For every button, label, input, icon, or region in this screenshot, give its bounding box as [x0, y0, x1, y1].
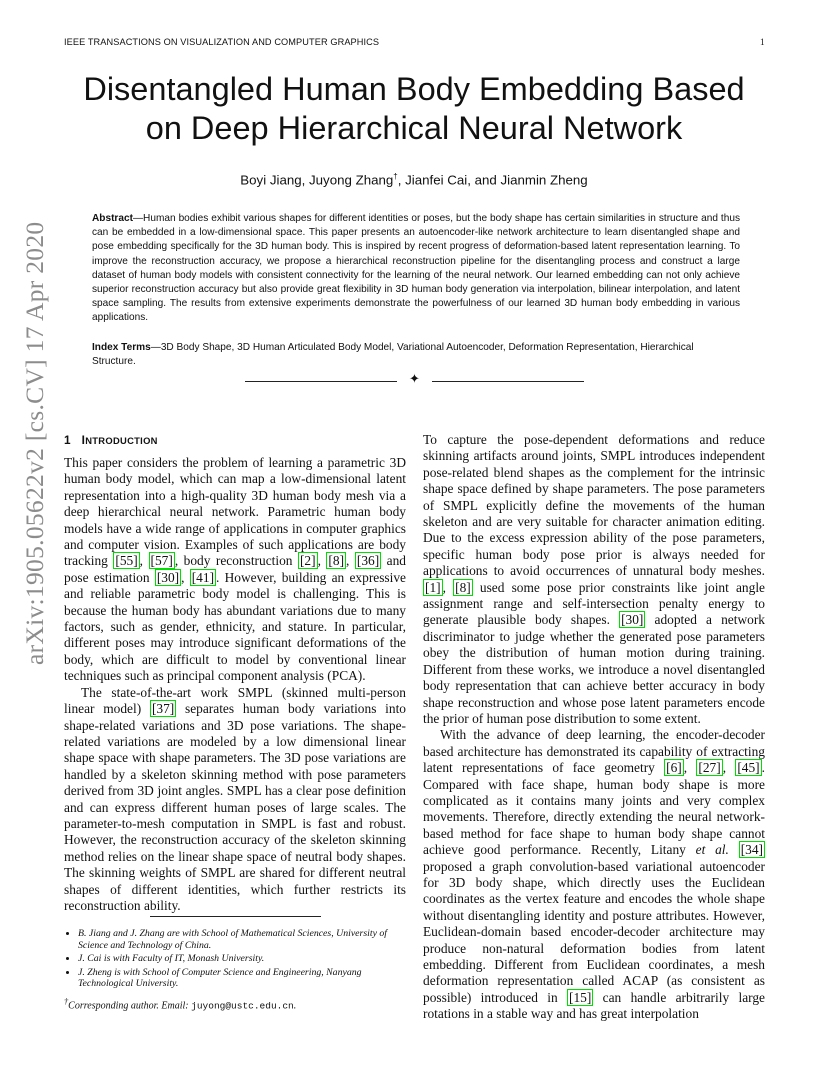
- citation-link[interactable]: [30]: [156, 569, 180, 585]
- body-text: With the advance of deep learning, the encoder-decoder based architecture has demonstrated its capability of extracting latent representations of face geometry: [423, 727, 765, 776]
- running-head: IEEE TRANSACTIONS ON VISUALIZATION AND COMPUTER GRAPHICS: [64, 37, 380, 47]
- separator-rule-left: [245, 381, 397, 382]
- abstract-text: —Human bodies exhibit various shapes for different identities or poses, but the body shape has certain similarities in structure and thus can be embedded in a low-dimensional space. This paper presents an autoencoder-like network architecture to learn disentangled shape and pose embedding specifically for the 3D human body. This is inspired by recent progress of deformation-based latent representation learning. To improve the reconstruction accuracy, we propose a hierarchical reconstruction pipeline for the disentangling process and construct a large dataset of human body models with consistent connectivity for the learning of the neural network. Our learned embedding can not only achieve superior reconstruction accuracy but also provide great flexibility in 3D human body generation via interpolation, bilinear interpolation, and latent space sampling. The results from extensive experiments demonstrate the powerfulness of our learned 3D human body embedding in various applications.: [92, 213, 740, 324]
- citation-link[interactable]: [34]: [740, 842, 763, 858]
- body-text: . Compared with face shape, human body shape is more complicated as it contains many joints and very complex movements. Therefore, directly extending the neural network-based method for face shape to human body shape cannot achieve good performance. Recently, Litany: [423, 760, 765, 858]
- citation-link[interactable]: [8]: [455, 579, 471, 595]
- body-text: adopted a network discriminator to judge whether the generated pose parameters obey the distribution of human motion during training. Different from these works, we introduce a novel disentangled body representation that can achieve better accuracy in body shape reconstruction and whose pose latent parameters encode the prior of human pose distribution to some extent.: [423, 612, 765, 726]
- title-line-2: on Deep Hierarchical Neural Network: [145, 110, 683, 146]
- body-text: proposed a graph convolution-based variational autoencoder for 3D body shape, which directly uses the Euclidean coordinates as the vertex feature and encodes the whole shape without disentangling identity and posture attributes. However, Euclidean-domain based encoder-decoder architecture may produce non-natural deformation bodies from latent embedding. Different from Euclidean coordinates, a mesh deformation representation called ACAP (as consistent as possible) introduced in: [423, 858, 765, 1005]
- body-text: can handle arbitrarily large rotations in a stable way and has great interpolation: [423, 989, 765, 1022]
- section-heading: [64, 433, 158, 447]
- section-first-letter: I: [81, 433, 86, 447]
- paragraph: [423, 432, 765, 727]
- citation-link[interactable]: [57]: [150, 553, 173, 569]
- body-text: ,: [683, 760, 697, 776]
- citation-link[interactable]: [45]: [737, 760, 760, 776]
- email-link[interactable]: juyong@ustc.edu.cn: [191, 1000, 294, 1012]
- et-al-text: et al.: [695, 842, 729, 858]
- citation-link[interactable]: [6]: [666, 760, 682, 776]
- citation-link[interactable]: [41]: [191, 569, 215, 585]
- corresponding-end: .: [293, 1000, 297, 1012]
- footnote-item: • B. Jiang and J. Zhang are with School of Mathematical Sciences, University of Science and Technology of China.: [78, 928, 406, 951]
- abstract: [92, 212, 740, 326]
- page-number: 1: [760, 37, 765, 47]
- citation-link[interactable]: [36]: [356, 553, 380, 569]
- citation-link[interactable]: [2]: [299, 553, 316, 569]
- citation-link[interactable]: [55]: [115, 553, 138, 569]
- paragraph: [64, 455, 406, 685]
- body-text: and pose estimation: [64, 553, 406, 585]
- body-text: , body reconstruction: [174, 553, 298, 569]
- diamond-icon: ✦: [409, 371, 420, 386]
- body-text: ,: [722, 760, 736, 776]
- section-number: 1: [64, 433, 71, 447]
- body-text: [729, 842, 739, 857]
- paragraph: [64, 685, 406, 915]
- body-text: ,: [139, 553, 149, 569]
- footnote-item: • J. Cai is with Faculty of IT, Monash University.: [78, 953, 406, 965]
- citation-link[interactable]: [15]: [569, 989, 592, 1005]
- author-list: [0, 172, 828, 187]
- separator-rule-right: [432, 381, 584, 382]
- footnote-rule: [150, 916, 321, 917]
- body-text: ,: [181, 569, 190, 585]
- body-text: ,: [442, 579, 454, 595]
- body-text: This paper considers the problem of learning a parametric 3D human body model, which can map a low-dimensional latent representation into a high-quality 3D human body mesh via a deep hierarchical neural network. Parametric human body models have a wide range of applications in computer graphics and computer vision. Examples of such applications are body tracking: [64, 455, 406, 569]
- body-text: To capture the pose-dependent deformations and reduce skinning artifacts around joints, SMPL introduces independent pose-related blend shapes as the complement for the intrinsic shape space defined by shape parameters. The pose parameters of SMPL explicitly define the movements of the human skeleton and are very suitable for character animation editing. Due to the excess expression ability of the pose parameters, specific human body pose prior is always needed for applications to avoid occurrences of unnatural body meshes.: [423, 432, 765, 579]
- paragraph: [423, 727, 765, 1022]
- authors-part-1: Boyi Jiang, Juyong Zhang: [240, 172, 394, 188]
- arxiv-stamp-text: arXiv:1905.05622v2 [cs.CV] 17 Apr 2020: [20, 221, 49, 665]
- citation-link[interactable]: [37]: [151, 701, 175, 717]
- section-title-rest: NTRODUCTION: [85, 435, 158, 446]
- index-terms: [92, 341, 740, 369]
- body-text: ,: [346, 553, 355, 569]
- paper-title: [0, 70, 828, 148]
- corresponding-label: Corresponding author. Email:: [68, 1000, 192, 1012]
- body-text: The state-of-the-art work SMPL (skinned multi-person linear model): [64, 684, 406, 717]
- index-terms-text: —3D Body Shape, 3D Human Articulated Body Model, Variational Autoencoder, Deformation Representation, Hierarchical Structure.: [92, 342, 694, 368]
- footnote-item: • J. Zheng is with School of Computer Science and Engineering, Nanyang Technological University.: [78, 967, 406, 990]
- authors-part-2: , Jianfei Cai, and Jianmin Zheng: [397, 172, 588, 188]
- corresponding-author-note: [64, 997, 296, 1011]
- title-line-1: Disentangled Human Body Embedding Based: [83, 71, 745, 107]
- corresponding-mark: †: [393, 172, 398, 181]
- left-column: [64, 455, 406, 914]
- citation-link[interactable]: [30]: [621, 612, 644, 628]
- abstract-label: Abstract: [92, 213, 133, 224]
- dagger-mark: †: [64, 997, 69, 1006]
- index-terms-label: Index Terms: [92, 342, 151, 353]
- citation-link[interactable]: [1]: [425, 579, 441, 595]
- body-text: used some pose prior constraints like joint angle assignment range and self-intersection penalty energy to generate plausible body shapes.: [423, 579, 765, 628]
- body-text: . However, building an expressive and reliable parametric body model is challenging. This is because the human body has abundant variations due to many factors, such as gender, ethnicity, and stature. In particular, different poses may introduce significant deformations of the body, which are difficult to model by conventional linear techniques such as principal component analysis (PCA).: [64, 569, 407, 684]
- right-column: [423, 432, 765, 1023]
- body-text: ,: [317, 553, 327, 569]
- citation-link[interactable]: [27]: [698, 760, 721, 776]
- footnotes: [64, 928, 406, 992]
- body-text: separates human body variations into shape-related variations and 3D pose variations. The shape-related variations are modeled by a low dimensional linear shape space with shape parameters. The 3D pose variations are handled by a skeleton skinning method with pose parameters derived from 3D joint angles. SMPL has a clear pose definition and can express different human poses of large scales. The parameter-to-mesh computation in SMPL is fast and robust. However, the reconstruction accuracy of the skeleton skinning method relies on the linear shape space of neutral body shapes. The skinning weights of SMPL are shared for different neutral shapes of different identities, which further restricts its reconstruction ability.: [64, 701, 406, 913]
- citation-link[interactable]: [8]: [328, 553, 345, 569]
